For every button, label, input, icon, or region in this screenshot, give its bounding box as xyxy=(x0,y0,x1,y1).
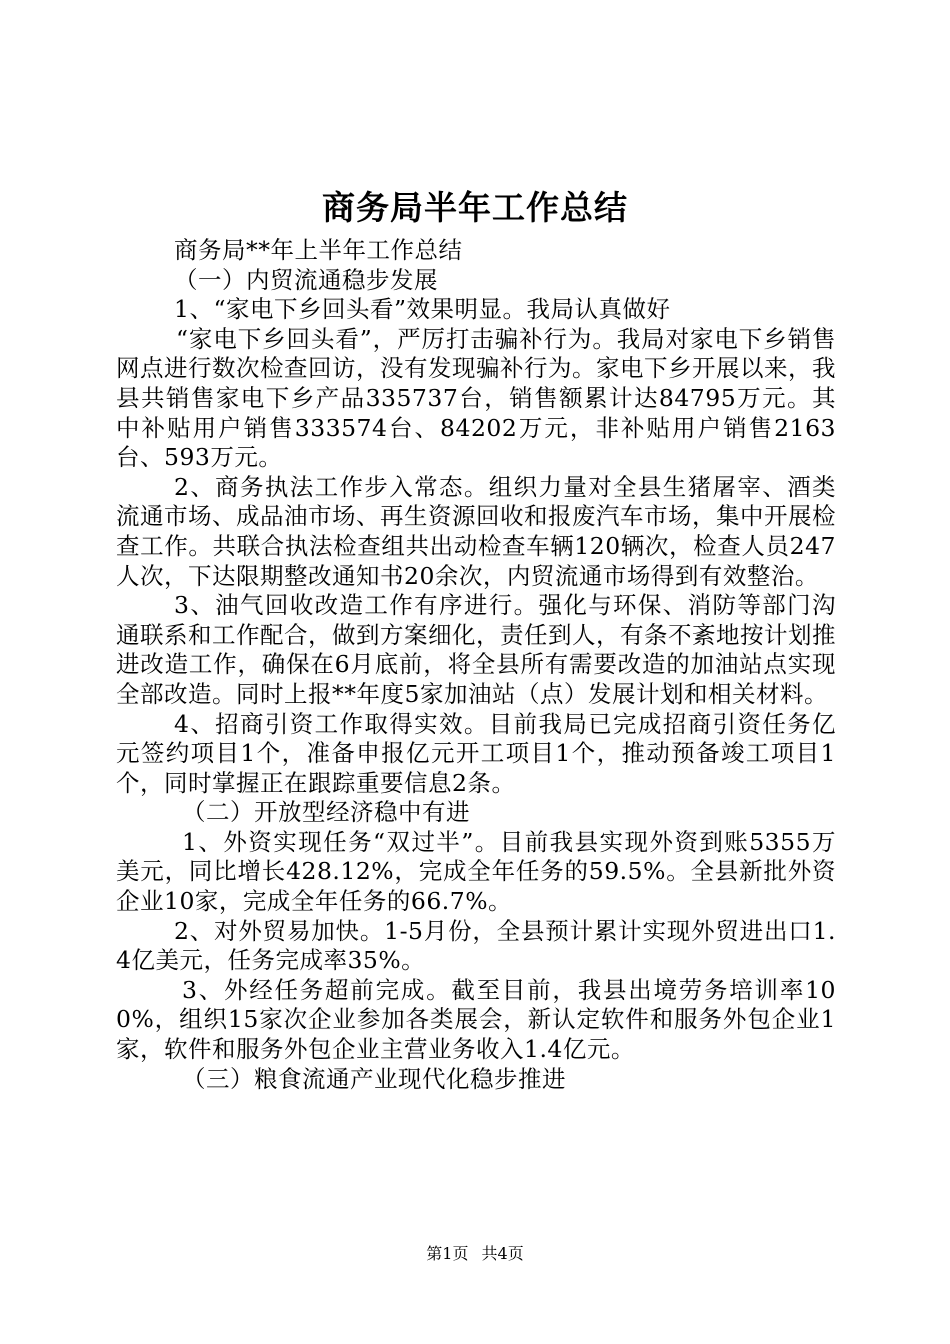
paragraph-4: 4、招商引资工作取得实效。目前我局已完成招商引资任务亿元签约项目1个，准备申报亿元开工项目1个，推动预备竣工项目1个，同时掌握正在跟踪重要信息2条。 xyxy=(116,709,836,797)
document-title: 商务局半年工作总结 xyxy=(322,188,628,227)
section-heading-2: （二）开放型经济稳中有进 xyxy=(182,798,470,827)
section-heading-3: （三）粮食流通产业现代化稳步推进 xyxy=(182,1064,566,1093)
paragraph-7: 3、外经任务超前完成。截至目前，我县出境劳务培训率100%，组织15家次企业参加各类展会，新认定软件和服务外包企业1家，软件和服务外包企业主营业务收入1.4亿元。 xyxy=(116,975,836,1064)
subtitle-paragraph: 商务局**年上半年工作总结 xyxy=(174,236,463,264)
page-total: 共4页 xyxy=(481,1244,524,1263)
document-body xyxy=(116,236,836,1094)
paragraph-5: 1、外资实现任务“双过半”。目前我县实现外资到账5355万美元，同比增长428.12%，完成全年任务的59.5%。全县新批外资企业10家，完成全年任务的66.7%。 xyxy=(116,827,836,916)
page-number: 第1页 xyxy=(426,1244,469,1263)
section-heading-1: （一）内贸流通稳步发展 xyxy=(174,265,438,294)
paragraph-3: 3、油气回收改造工作有序进行。强化与环保、消防等部门沟通联系和工作配合，做到方案细化，责任到人，有条不紊地按计划推进改造工作，确保在6月底前，将全县所有需要改造的加油站点实现全部改造。同时上报**年度5家加油站（点）发展计划和相关材料。 xyxy=(116,591,836,708)
paragraph-1-lead: 1、“家电下乡回头看”效果明显。我局认真做好 xyxy=(174,295,671,324)
paragraph-6: 2、对外贸易加快。1-5月份，全县预计累计实现外贸进出口1.4亿美元，任务完成率35%。 xyxy=(116,916,836,975)
paragraph-1-body: “家电下乡回头看”，严厉打击骗补行为。我局对家电下乡销售网点进行数次检查回访，没有发现骗补行为。家电下乡开展以来，我县共销售家电下乡产品335737台，销售额累计达84795万元。其中补贴用户销售333574台、84202万元，非补贴用户销售2163台、593万元。 xyxy=(116,324,836,472)
page-footer xyxy=(0,1243,950,1265)
paragraph-2: 2、商务执法工作步入常态。组织力量对全县生猪屠宰、酒类流通市场、成品油市场、再生资源回收和报废汽车市场，集中开展检查工作。共联合执法检查组共出动检查车辆120辆次，检查人员247人次，下达限期整改通知书20余次，内贸流通市场得到有效整治。 xyxy=(116,472,836,590)
